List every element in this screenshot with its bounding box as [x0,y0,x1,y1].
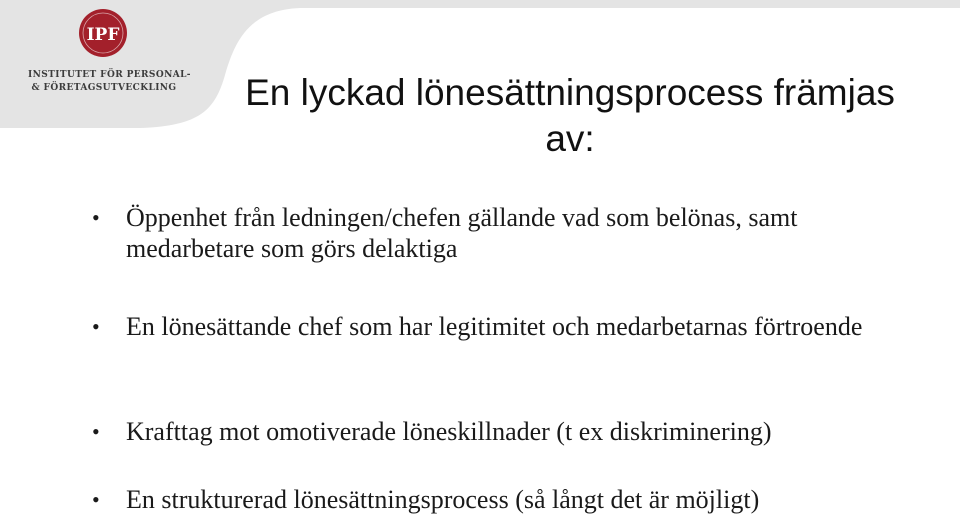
bullet-text: En strukturerad lönesättningsprocess (så långt det är möjligt) [126,485,760,514]
bullet-dot-icon: • [92,419,100,444]
bullet-text: Krafttag mot omotiverade löneskillnader (t ex diskriminering) [126,417,772,446]
bullet-dot-icon: • [92,205,100,230]
bullet-text: Öppenhet från ledningen/chefen gällande vad som belönas, samt medarbetare som görs delaktiga [126,203,798,263]
slide-title: En lyckad lönesättningsprocess främjas av: [245,72,895,159]
bullet-item [92,484,932,515]
bullet-dot-icon: • [92,314,100,339]
logo-text-line-2: & FÖRETAGSUTVECKLING [31,83,177,93]
bullet-item [92,202,932,264]
bullet-item [92,416,932,447]
logo-seal-text: IPF [86,25,120,45]
logo-text-line-1: INSTITUTET FÖR PERSONAL- [28,70,191,80]
bullet-item [92,311,932,342]
bullet-text: En lönesättande chef som har legitimitet och medarbetarnas förtroende [126,312,863,341]
bullet-dot-icon: • [92,487,100,512]
